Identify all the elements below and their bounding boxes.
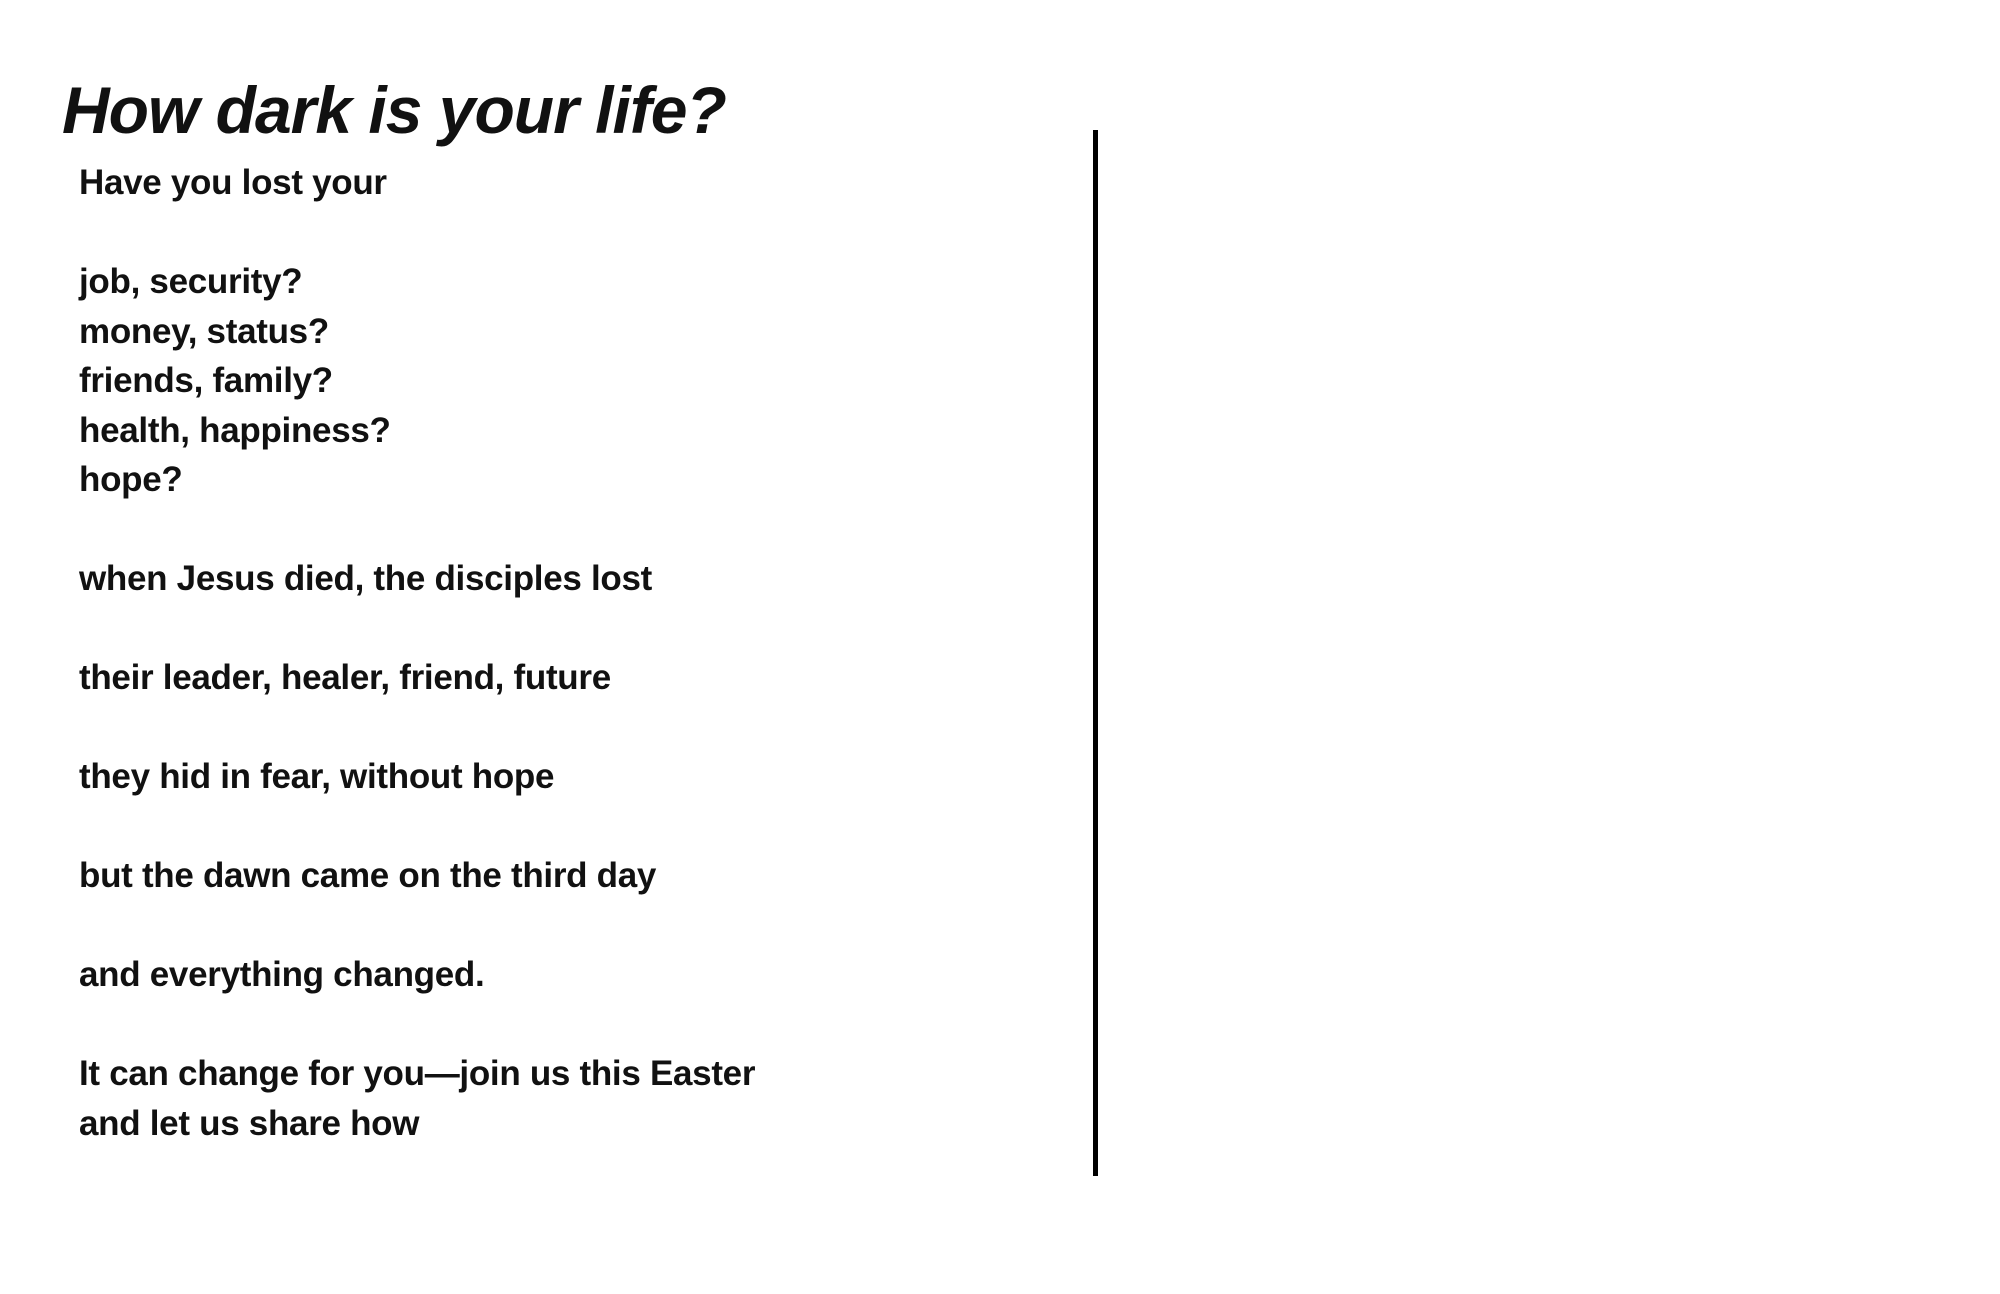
- story-line: when Jesus died, the disciples lost: [79, 559, 652, 598]
- spacer: [79, 208, 979, 258]
- loss-item: hope?: [79, 460, 183, 499]
- headline: How dark is your life?: [62, 73, 726, 147]
- spacer: [79, 901, 979, 951]
- loss-item: job, security?: [79, 262, 303, 301]
- invitation-line: It can change for you—join us this Easter: [79, 1054, 756, 1093]
- spacer: [79, 505, 979, 555]
- loss-item: health, happiness?: [79, 410, 391, 450]
- story-line: but the dawn came on the third day: [79, 856, 657, 895]
- story-line: they hid in fear, without hope: [79, 757, 555, 796]
- loss-item: money, status?: [79, 311, 329, 351]
- spacer: [79, 1000, 979, 1050]
- loss-item: friends, family?: [79, 361, 333, 400]
- story-line: and everything changed.: [79, 955, 485, 994]
- card-body-text: [79, 158, 979, 1148]
- invitation-line: and let us share how: [79, 1103, 420, 1143]
- spacer: [79, 802, 979, 852]
- spacer: [79, 604, 979, 654]
- postcard-divider-line: [1093, 130, 1098, 1176]
- intro-line: Have you lost your: [79, 163, 387, 202]
- story-line: their leader, healer, friend, future: [79, 658, 611, 697]
- spacer: [79, 703, 979, 753]
